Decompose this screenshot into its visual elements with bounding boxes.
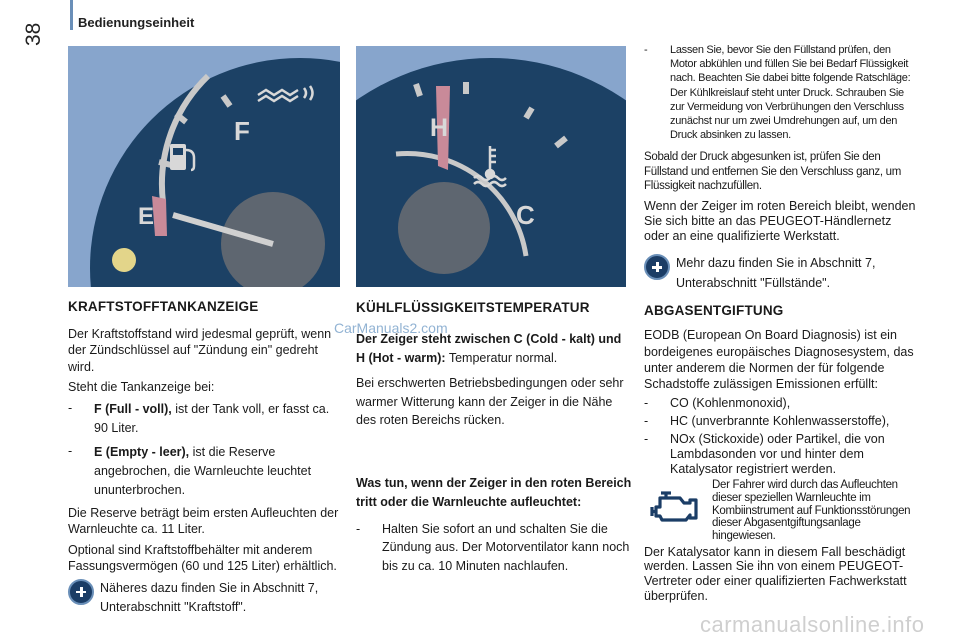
fuel-empty-label: E [138,203,155,230]
fuel-gauge-illustration [68,46,340,287]
list-item [644,414,916,429]
coolant-red-zone-advice: Wenn der Zeiger im roten Bereich bleibt, wenden Sie sich bitte an das PEUGEOT-Händlernetz oder an eine qualifizierte Werkstatt. [644,199,916,244]
list-dash: - [644,432,649,447]
list-dash: - [68,443,73,458]
plus-icon [68,579,94,605]
fuel-full-term: F (Full - voll), [94,401,172,416]
temp-hot-label: H [430,114,449,142]
list-dash: - [68,400,73,415]
watermark-top: CarManuals2.com [334,320,448,336]
coolant-check-advice: Lassen Sie, bevor Sie den Füllstand prüfen, den Motor abkühlen und füllen Sie bei Bedarf Flüssigkeit nach. Beachten Sie dabei bitte folgende Ratschläge: [670,44,911,84]
right-column [644,44,916,608]
coolant-what-to-do: Was tun, wenn der Zeiger in den roten Bereich tritt oder die Warnleuchte aufleuchtet: [356,476,632,509]
engine-warning-icon [644,479,704,535]
list-dash: - [644,44,648,56]
fuel-gauge-section [68,298,340,617]
coolant-pressure-warning: Der Kühlkreislauf steht unter Druck. Schrauben Sie zur Vermeidung von Verbrühungen den Verschluss zunächst nur um zwei Umdrehungen auf, um den Druck absinken zu lassen. [670,87,904,141]
fuel-optional: Optional sind Kraftstoffbehälter mit anderem Fassungsvermögen (60 und 125 Liter) erhältlich. [68,542,337,574]
watermark-bottom: carmanualsonline.info [700,612,925,637]
levels-reference-text: Mehr dazu finden Sie in Abschnitt 7, Unterabschnitt "Füllstände". [676,256,876,290]
engine-warning-row [644,479,916,542]
section-header: Bedienungseinheit [78,15,195,30]
page-number: 38 [22,22,45,46]
fuel-empty-term: E (Empty - leer), [94,444,190,459]
coolant-action: Halten Sie sofort an und schalten Sie die Zündung aus. Der Motorventilator kann noch bis zu ca. 10 Minuten nachlaufen. [382,521,630,573]
plus-icon [644,254,670,280]
coolant-section-title: KÜHLFLÜSSIGKEITSTEMPERATUR [356,300,590,315]
fuel-reference [68,579,340,618]
pollutant-nox: NOx (Stickoxide) oder Partikel, die von Lambdasonden vor und hinter dem Katalysator registriert werden. [670,432,885,477]
fuel-steht: Steht die Tankanzeige bei: [68,380,215,395]
catalyst-advice: Der Katalysator kann in diesem Fall beschädigt werden. Lassen Sie ihn von einem PEUGEOT-Vertreter oder einer qualifizierten Fachwerkstatt überprüfen. [644,544,907,603]
coolant-refill-advice: Sobald der Druck abgesunken ist, prüfen Sie den Füllstand und entfernen Sie den Verschluss ganz, um Flüssigkeit nachzufüllen. [644,151,902,192]
pollutant-co: CO (Kohlenmonoxid), [670,396,791,411]
levels-reference [644,254,916,293]
fuel-reference-text: Näheres dazu finden Sie in Abschnitt 7, Unterabschnitt "Kraftstoff". [100,580,319,615]
fuel-full-label: F [234,116,250,146]
list-item [644,396,916,411]
list-dash: - [356,521,361,536]
fuel-full-desc: ist der Tank voll, er fasst ca. 90 Liter. [94,401,330,436]
list-item [68,400,340,439]
temperature-gauge-illustration [356,46,626,287]
coolant-normal-desc: Temperatur normal. [445,351,558,365]
list-item [644,432,916,477]
fuel-reserve: Die Reserve beträgt beim ersten Aufleuchten der Warnleuchte ca. 11 Liter. [68,505,339,537]
coolant-temperature-section [356,298,632,580]
fuel-warning-light-icon [112,248,136,272]
list-item [68,443,340,501]
list-item [644,44,916,85]
list-item [356,520,632,576]
coolant-normal-term: Der Zeiger steht zwischen C (Cold - kalt) und H (Hot - warm): [356,332,622,365]
list-dash: - [644,396,649,411]
fuel-section-title: KRAFTSTOFFTANKANZEIGE [68,299,259,314]
eodb-description: EODB (European On Board Diagnosis) ist ein bordeigenes europäisches Diagnosesystem, das unter anderem die Normen der für folgende Schadstoffe zulässigen Emissionen erfüllt: [644,328,914,392]
pollutant-hc: HC (unverbrannte Kohlenwasserstoffe), [670,414,890,429]
engine-warning-text: Der Fahrer wird durch das Aufleuchten dieser speziellen Warnleuchte im Kombiinstrument auf Funktionsstörungen dieser Abgasentgiftungsanlage hingewiesen. [712,479,911,542]
exhaust-section-title: ABGASENTGIFTUNG [644,303,784,319]
header-bar [70,0,73,30]
coolant-severe-conditions: Bei erschwerten Betriebsbedingungen oder sehr warmer Witterung kann der Zeiger in die Nähe des roten Bereichs rücken. [356,375,624,428]
temp-cold-label: C [516,200,535,230]
fuel-empty-desc: ist die Reserve angebrochen, die Warnleuchte leuchtet ununterbrochen. [94,444,312,498]
fuel-intro: Der Kraftstoffstand wird jedesmal geprüft, wenn der Zündschlüssel auf "Zündung ein" gedreht wird. [68,326,332,374]
list-dash: - [644,414,649,429]
